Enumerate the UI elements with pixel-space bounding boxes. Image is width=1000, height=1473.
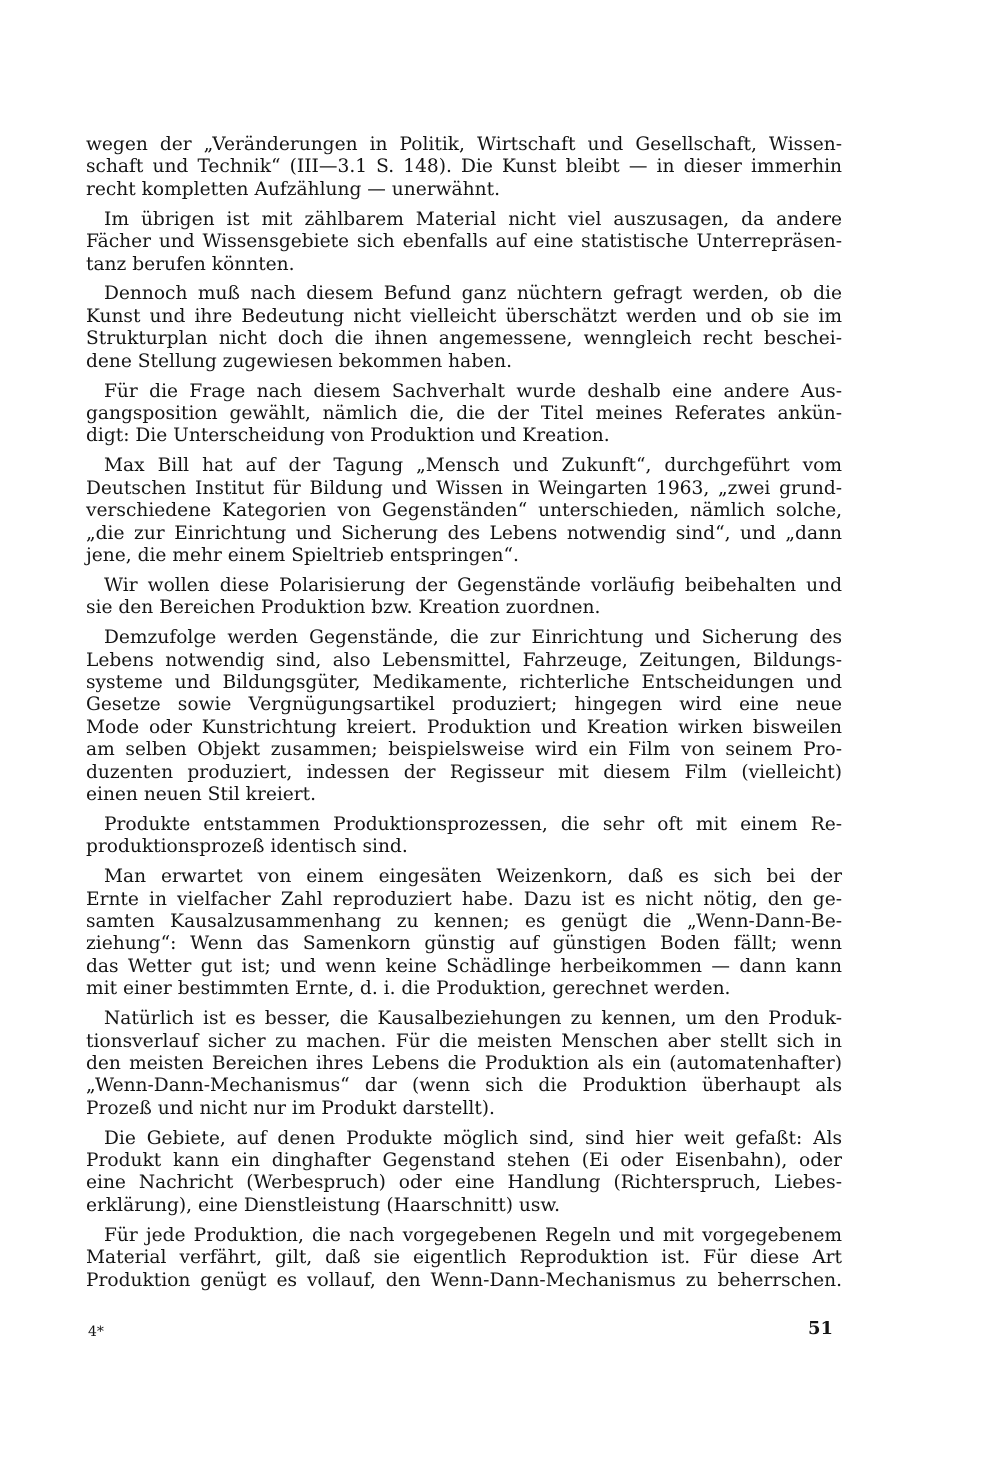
text-line: mit einer bestimmten Ernte, d. i. die Produktion, gerechnet werden. — [86, 978, 731, 1000]
paragraph-12 — [86, 1225, 842, 1292]
text-line: Im übrigen ist mit zählbarem Material nicht viel auszusagen, da andere — [104, 208, 842, 230]
text-line: dene Stellung zugewiesen bekommen haben. — [86, 350, 513, 372]
text-line: Natürlich ist es besser, die Kausalbeziehungen zu kennen, um den Produk- — [104, 1008, 842, 1030]
text-line: produktionsprozeß identisch sind. — [86, 836, 408, 858]
paragraph-7 — [86, 627, 842, 806]
text-line: Ernte in vielfacher Zahl reproduziert habe. Dazu ist es nicht nötig, den ge- — [86, 888, 842, 910]
paragraph-8 — [86, 814, 842, 859]
paragraph-10 — [86, 1008, 842, 1120]
text-line: Lebens notwendig sind, also Lebensmittel, Fahrzeuge, Zeitungen, Bildungs- — [86, 649, 842, 671]
paragraph-1 — [86, 134, 842, 201]
text-line: recht kompletten Aufzählung — unerwähnt. — [86, 178, 500, 200]
paragraph-9 — [86, 866, 842, 1000]
text-line: jene, die mehr einem Spieltrieb entspringen“. — [86, 544, 519, 566]
text-line: erklärung), eine Dienstleistung (Haarschnitt) usw. — [86, 1194, 560, 1216]
text-line: sie den Bereichen Produktion bzw. Kreation zuordnen. — [86, 597, 601, 619]
text-line: Produktion genügt es vollauf, den Wenn-Dann-Mechanismus zu beherrschen. — [86, 1269, 842, 1291]
text-line: Fächer und Wissensgebiete sich ebenfalls auf eine statistische Unterrepräsen- — [86, 231, 842, 253]
text-line: Wir wollen diese Polarisierung der Gegenstände vorläufig beibehalten und — [104, 574, 842, 596]
text-line: einen neuen Stil kreiert. — [86, 783, 317, 805]
text-line: tanz berufen könnten. — [86, 253, 295, 275]
paragraph-3 — [86, 283, 842, 373]
text-line: Produkt kann ein dinghafter Gegenstand stehen (Ei oder Eisenbahn), oder — [86, 1150, 842, 1172]
text-line: Demzufolge werden Gegenstände, die zur Einrichtung und Sicherung des — [104, 627, 842, 649]
text-line: Prozeß und nicht nur im Produkt darstellt). — [86, 1097, 495, 1119]
text-line: samten Kausalzusammenhang zu kennen; es genügt die „Wenn-Dann-Be- — [86, 911, 842, 932]
text-line: „die zur Einrichtung und Sicherung des Lebens notwendig sind“, und „dann — [86, 522, 842, 544]
paragraph-2 — [86, 209, 842, 276]
text-line: Für jede Produktion, die nach vorgegebenen Regeln und mit vorgegebenem — [104, 1224, 842, 1246]
text-line: digt: Die Unterscheidung von Produktion und Kreation. — [86, 425, 610, 447]
text-line: Gesetze sowie Vergnügungsartikel produziert; hingegen wird eine neue — [86, 694, 842, 716]
text-line: Kunst und ihre Bedeutung nicht vielleicht überschätzt werden und ob sie im — [86, 305, 842, 327]
text-line: schaft und Technik“ (III—3.1 S. 148). Die Kunst bleibt — in dieser immerhin — [86, 156, 842, 178]
text-line: das Wetter gut ist; und wenn keine Schädlinge herbeikommen — dann kann — [86, 955, 842, 977]
text-line: Material verfährt, gilt, daß sie eigentlich Reproduktion ist. Für diese Art — [86, 1247, 842, 1269]
text-line: Man erwartet von einem eingesäten Weizenkorn, daß es sich bei der — [104, 866, 842, 888]
text-line: ziehung“: Wenn das Samenkorn günstig auf günstigen Boden fällt; wenn — [86, 933, 842, 955]
text-line: systeme und Bildungsgüter, Medikamente, richterliche Entscheidungen und — [86, 671, 842, 693]
text-line: tionsverlauf sicher zu machen. Für die meisten Menschen aber stellt sich in — [86, 1030, 842, 1052]
text-line: Deutschen Institut für Bildung und Wissen in Weingarten 1963, „zwei grund- — [86, 477, 842, 499]
text-line: Dennoch muß nach diesem Befund ganz nüchtern gefragt werden, ob die — [104, 283, 842, 305]
text-line: duzenten produziert, indessen der Regisseur mit diesem Film (vielleicht) — [86, 761, 842, 783]
text-line: wegen der „Veränderungen in Politik, Wirtschaft und Gesellschaft, Wissen- — [86, 134, 842, 155]
text-line: Mode oder Kunstrichtung kreiert. Produktion und Kreation wirken bisweilen — [86, 716, 842, 738]
signature-mark: 4* — [88, 1324, 104, 1340]
text-line: „Wenn-Dann-Mechanismus“ dar (wenn sich die Produktion überhaupt als — [86, 1075, 842, 1097]
paragraph-11 — [86, 1128, 842, 1218]
paragraph-4 — [86, 381, 842, 448]
text-line: am selben Objekt zusammen; beispielsweise wird ein Film von seinem Pro- — [86, 739, 842, 761]
text-line: Für die Frage nach diesem Sachverhalt wurde deshalb eine andere Aus- — [104, 380, 842, 402]
page-number: 51 — [808, 1318, 834, 1339]
paragraph-5 — [86, 455, 842, 567]
text-line: verschiedene Kategorien von Gegenständen“ unterschieden, nämlich solche, — [86, 500, 842, 522]
text-line: eine Nachricht (Werbespruch) oder eine Handlung (Richterspruch, Liebes- — [86, 1172, 842, 1194]
text-line: den meisten Bereichen ihres Lebens die Produktion als ein (automatenhafter) — [86, 1052, 842, 1074]
text-line: Max Bill hat auf der Tagung „Mensch und Zukunft“, durchgeführt vom — [104, 455, 842, 477]
text-line: gangsposition gewählt, nämlich die, die der Titel meines Referates ankün- — [86, 402, 842, 424]
text-line: Strukturplan nicht doch die ihnen angemessene, wenngleich recht beschei- — [86, 328, 842, 350]
paragraph-6 — [86, 575, 842, 620]
text-line: Produkte entstammen Produktionsprozessen, die sehr oft mit einem Re- — [104, 813, 842, 835]
text-line: Die Gebiete, auf denen Produkte möglich sind, sind hier weit gefaßt: Als — [104, 1127, 842, 1149]
page-body — [86, 134, 842, 1300]
